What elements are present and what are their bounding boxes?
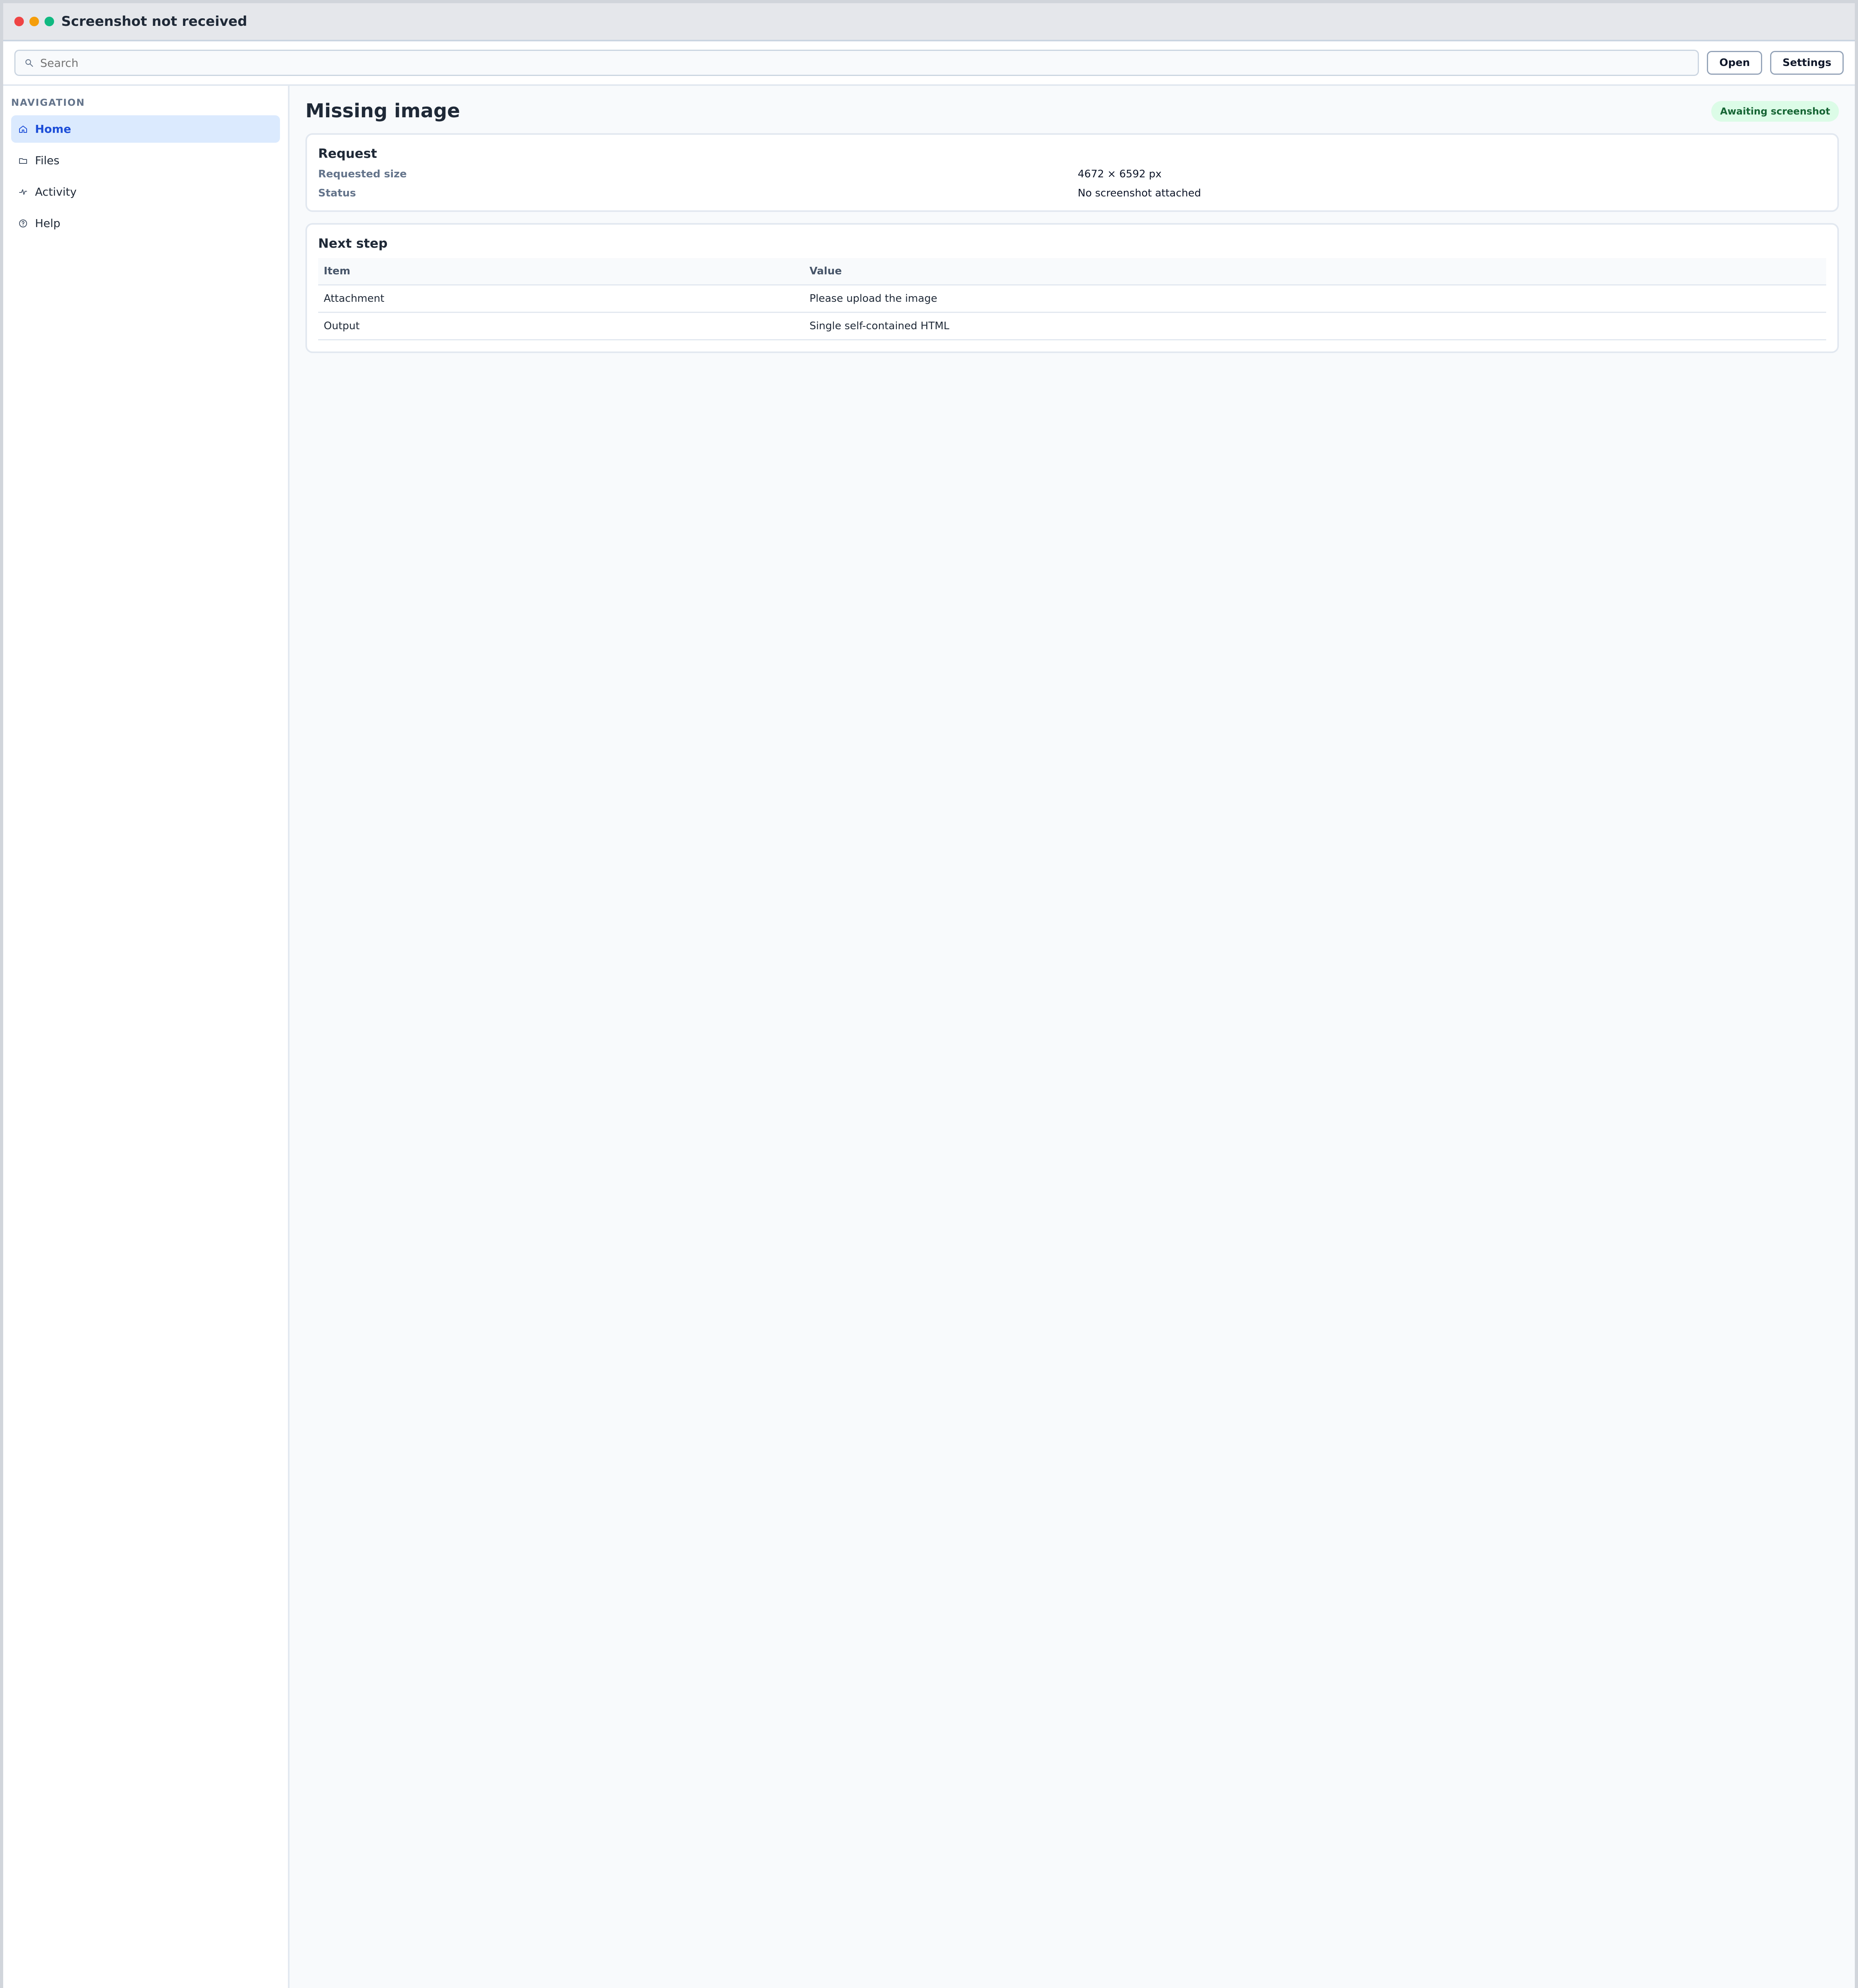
search-icon — [23, 57, 35, 68]
table-body — [318, 285, 1826, 340]
table-header-cell: Value — [804, 258, 1826, 285]
details-label: Status — [318, 187, 356, 200]
table-cell: Single self-contained HTML — [804, 313, 1826, 340]
sidebar-item-activity[interactable] — [11, 178, 280, 206]
table-row — [318, 285, 1826, 313]
content-header — [305, 100, 1839, 122]
details-grid — [318, 168, 1826, 199]
titlebar — [3, 3, 1855, 41]
sidebar-item-home[interactable] — [11, 115, 280, 143]
table-head — [318, 258, 1826, 285]
sidebar-item-label: Files — [35, 154, 60, 167]
window-controls — [14, 17, 54, 26]
details-value: No screenshot attached — [1078, 187, 1201, 200]
table-header-cell: Item — [318, 258, 804, 285]
table-cell: Please upload the image — [804, 285, 1826, 313]
table-header-row — [318, 258, 1826, 285]
sidebar — [3, 86, 290, 1988]
table-cell: Attachment — [318, 285, 804, 313]
minimize-window-icon[interactable] — [29, 17, 39, 26]
table-cell: Output — [318, 313, 804, 340]
sidebar-item-help[interactable] — [11, 210, 280, 237]
settings-button[interactable]: Settings — [1770, 51, 1844, 75]
status-badge: Awaiting screenshot — [1711, 101, 1839, 122]
help-icon — [17, 218, 29, 229]
next-step-panel — [305, 223, 1839, 353]
window-title: Screenshot not received — [61, 14, 247, 29]
sidebar-heading: NAVIGATION — [11, 97, 85, 108]
next-step-table — [318, 258, 1826, 340]
folder-icon — [17, 155, 29, 166]
maximize-window-icon[interactable] — [45, 17, 54, 26]
search-input[interactable] — [39, 56, 1690, 70]
activity-icon — [17, 186, 29, 198]
toolbar — [3, 41, 1855, 86]
search-box[interactable] — [14, 50, 1699, 76]
main-layout — [3, 86, 1855, 1988]
sidebar-item-label: Home — [35, 122, 71, 136]
details-label: Requested size — [318, 168, 407, 181]
close-window-icon[interactable] — [14, 17, 24, 26]
page-title: Missing image — [305, 100, 460, 122]
details-value: 4672 × 6592 px — [1078, 168, 1162, 181]
sidebar-item-label: Help — [35, 217, 60, 230]
content-area — [290, 86, 1855, 1988]
sidebar-item-files[interactable] — [11, 147, 280, 174]
home-icon — [17, 124, 29, 135]
table-title: Next step — [318, 236, 388, 251]
sidebar-item-label: Activity — [35, 185, 77, 198]
details-panel — [305, 133, 1839, 212]
open-button[interactable]: Open — [1707, 51, 1762, 75]
details-title: Request — [318, 146, 377, 161]
table-row — [318, 313, 1826, 340]
